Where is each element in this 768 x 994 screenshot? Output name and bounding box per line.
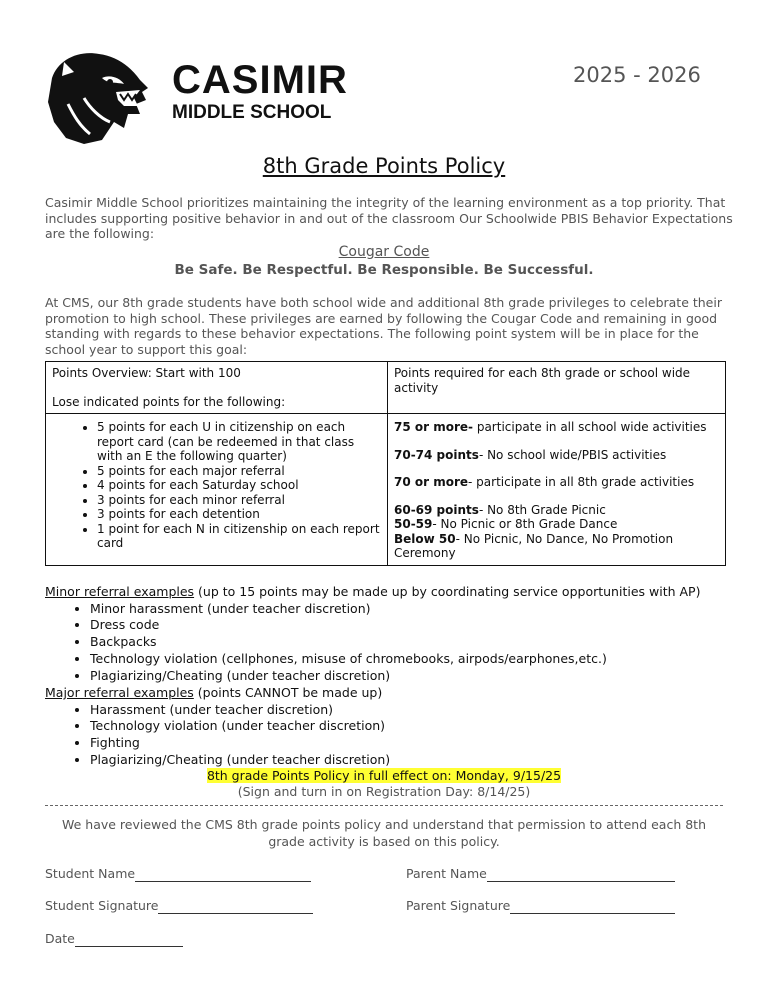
list-item: • Backpacks [90, 634, 745, 651]
table-header-row [46, 362, 726, 414]
list-item: • 1 point for each N in citizenship on each report card [97, 522, 381, 551]
cougar-logo-icon [44, 48, 150, 148]
deductions-cell [46, 414, 388, 566]
cut-line-divider [45, 805, 723, 806]
privileges-paragraph: At CMS, our 8th grade students have both school wide and additional 8th grade privileges to celebrate their promotion to high school. These privileges are earned by following the Cougar Code and remaining in good standing with regards to these behavior expectations. The following point system will be in place for the school year to support this goal: [45, 295, 722, 357]
turn-in-note: (Sign and turn in on Registration Day: 8/14/25) [237, 784, 531, 799]
student-name-label: Student Name [45, 866, 136, 881]
student-signature-label: Student Signature [45, 898, 159, 913]
overview-lose: Lose indicated points for the following: [52, 394, 286, 409]
requirement-item: 70-74 points- No school wide/PBIS activities [394, 447, 667, 462]
requirement-item: 60-69 points- No 8th Grade Picnic [394, 502, 606, 517]
requirement-item: 75 or more- participate in all school wide activities [394, 420, 707, 434]
points-overview-header [46, 362, 388, 414]
deductions-list [52, 420, 381, 551]
school-subtitle: MIDDLE SCHOOL [172, 102, 332, 123]
list-item: • 4 points for each Saturday school [97, 478, 381, 493]
list-item: • 5 points for each major referral [97, 464, 381, 479]
school-name: CASIMIR [172, 58, 348, 102]
list-item: • 3 points for each detention [97, 507, 381, 522]
list-item: • 3 points for each minor referral [97, 493, 381, 508]
list-item: • Plagiarizing/Cheating (under teacher discretion) [90, 752, 745, 769]
major-referral-section [45, 685, 745, 769]
overview-start: Points Overview: Start with 100 [52, 366, 241, 380]
date-label: Date [45, 931, 75, 946]
student-name-field[interactable] [45, 866, 311, 882]
minor-referral-list [45, 601, 745, 685]
list-item: • 5 points for each U in citizenship on each report card (can be redeemed in that class with an E the following quarter) [97, 420, 381, 464]
list-item: • Plagiarizing/Cheating (under teacher discretion) [90, 668, 745, 685]
list-item: • Fighting [90, 735, 745, 752]
student-signature-field[interactable] [45, 898, 313, 914]
minor-referral-heading: Minor referral examples (up to 15 points may be made up by coordinating service opportunities with AP) [45, 584, 701, 599]
effective-date-notice: 8th grade Points Policy in full effect on: Monday, 9/15/25 [206, 768, 562, 783]
cougar-code-title: Cougar Code [338, 244, 430, 260]
parent-signature-label: Parent Signature [406, 898, 511, 913]
cougar-code-values: Be Safe. Be Respectful. Be Responsible. Be Successful. [174, 262, 594, 278]
intro-paragraph: Casimir Middle School prioritizes maintaining the integrity of the learning environment as a top priority. That includes supporting positive behavior in and out of the classroom Our Schoolwide PBIS Behavior Expectations are the following: [45, 195, 733, 241]
list-item: • Minor harassment (under teacher discretion) [90, 601, 745, 618]
student-name-line[interactable] [135, 869, 311, 882]
school-year: 2025 - 2026 [573, 63, 701, 87]
page-title: 8th Grade Points Policy [262, 154, 506, 178]
list-item: • Technology violation (cellphones, misuse of chromebooks, airpods/earphones,etc.) [90, 651, 745, 668]
major-referral-list [45, 702, 745, 769]
points-table [45, 361, 726, 566]
table-body-row [46, 414, 726, 566]
requirements-header: Points required for each 8th grade or school wide activity [388, 362, 726, 414]
parent-name-label: Parent Name [406, 866, 487, 881]
list-item: • Technology violation (under teacher discretion) [90, 718, 745, 735]
list-item: • Harassment (under teacher discretion) [90, 702, 745, 719]
student-signature-line[interactable] [158, 901, 313, 914]
requirements-cell [388, 414, 726, 566]
acknowledgement-text: We have reviewed the CMS 8th grade points policy and understand that permission to attend each 8th grade activity is based on this policy. [62, 817, 706, 849]
date-field[interactable] [45, 931, 183, 947]
requirement-item: 50-59- No Picnic or 8th Grade Dance [394, 517, 618, 531]
requirement-item: 70 or more- participate in all 8th grade activities [394, 475, 695, 489]
parent-signature-field[interactable] [406, 898, 675, 914]
parent-name-line[interactable] [487, 869, 675, 882]
date-line[interactable] [75, 934, 183, 947]
parent-name-field[interactable] [406, 866, 675, 882]
minor-referral-section [45, 584, 745, 684]
list-item: • Dress code [90, 617, 745, 634]
requirement-item: Below 50- No Picnic, No Dance, No Promotion Ceremony [394, 531, 674, 560]
parent-signature-line[interactable] [510, 901, 675, 914]
major-referral-heading: Major referral examples (points CANNOT be made up) [45, 685, 383, 700]
